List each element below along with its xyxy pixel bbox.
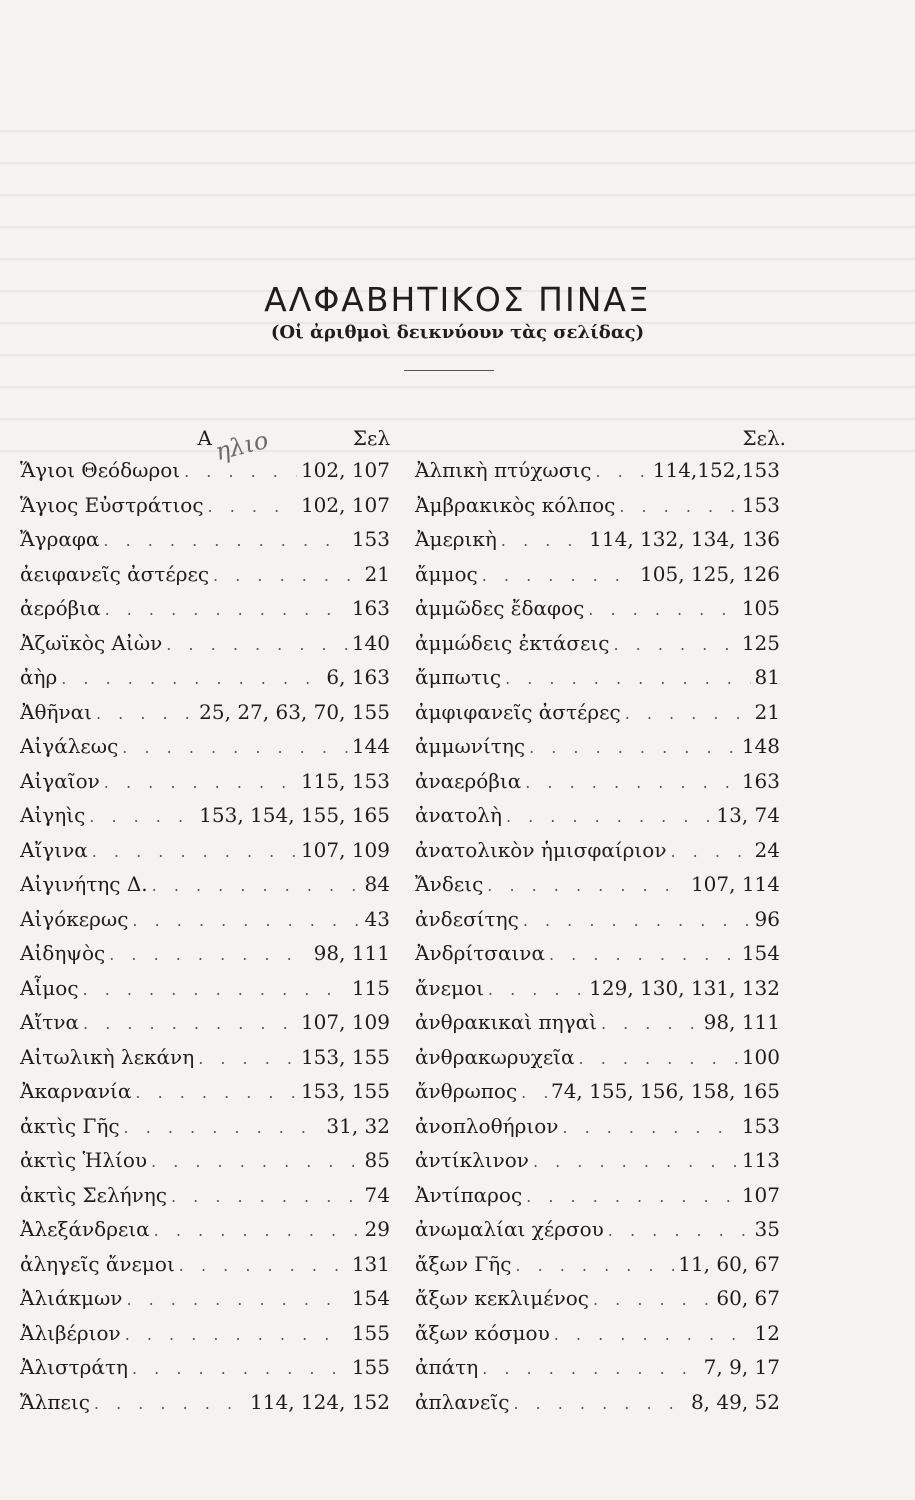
- entry-pages: 60, 67: [716, 1286, 780, 1310]
- dot-leader: [83, 1014, 297, 1033]
- entry-term: ἀνθρακικαὶ πηγαὶ: [415, 1010, 597, 1034]
- entry-term: Ἄνδεις: [415, 872, 484, 896]
- dot-leader: [506, 807, 712, 826]
- entry-term: Ἅγιος Εὐστράτιος: [20, 492, 204, 517]
- entry-pages: 84: [364, 872, 390, 896]
- index-entry: [415, 1355, 780, 1390]
- entry-term: Αἴγινα: [20, 837, 88, 862]
- index-entry: [20, 872, 390, 907]
- dot-leader: [208, 497, 297, 516]
- index-entry: [415, 907, 780, 942]
- index-entry: [20, 458, 390, 493]
- entry-term: ἀληγεῖς ἄνεμοι: [20, 1251, 175, 1276]
- entry-pages: 155: [351, 1355, 390, 1379]
- index-entry: [415, 941, 780, 976]
- index-column-right: [415, 424, 786, 1424]
- column-header-right: [415, 424, 786, 458]
- dot-leader: [670, 842, 750, 861]
- entry-pages: 6, 163: [326, 665, 390, 689]
- dot-leader: [61, 669, 322, 688]
- dot-leader: [482, 1359, 699, 1378]
- entry-pages: 43: [364, 906, 390, 931]
- entry-term: Ἀλπικὴ πτύχωσις: [415, 458, 592, 482]
- index-entry: [415, 838, 780, 873]
- entry-term: ἄμμος: [415, 561, 478, 586]
- column-header-left: [20, 424, 390, 458]
- dot-leader: [482, 566, 636, 585]
- dot-leader: [554, 1325, 751, 1344]
- entry-term: Ἀμερικὴ: [415, 527, 497, 551]
- dot-leader: [171, 1187, 361, 1206]
- dot-leader: [487, 876, 687, 895]
- index-entry: [20, 838, 390, 873]
- entry-term: ἄμπωτις: [415, 665, 502, 689]
- index-entry: [20, 1148, 390, 1183]
- entry-term: ἀνοπλοθήριον: [415, 1113, 559, 1138]
- entry-pages: 154: [741, 941, 780, 965]
- entry-term: Αἰγηὶς: [20, 803, 86, 827]
- entry-pages: 35: [754, 1217, 780, 1241]
- index-entry: [415, 1010, 780, 1045]
- dot-leader: [104, 773, 297, 792]
- index-entry: [20, 1321, 390, 1356]
- index-entry: [20, 1252, 390, 1287]
- dot-leader: [505, 669, 750, 688]
- entry-pages: 113: [741, 1148, 780, 1172]
- entry-pages: 140: [351, 630, 390, 655]
- entry-pages: 7, 9, 17: [703, 1355, 780, 1379]
- dot-leader: [613, 635, 737, 654]
- dot-leader: [523, 911, 751, 930]
- dot-leader: [92, 842, 297, 861]
- dot-leader: [154, 1221, 361, 1240]
- entry-pages: 98, 111: [313, 941, 390, 965]
- index-entry: [20, 769, 390, 804]
- entry-term: Ἀνδρίτσαινα: [415, 941, 545, 965]
- index-entries-right: [415, 458, 780, 1424]
- index-entry: [20, 1355, 390, 1390]
- entry-term: ἀκτὶς Σελήνης: [20, 1182, 167, 1207]
- entry-pages: 96: [754, 906, 780, 931]
- entry-term: ἀναερόβια: [415, 768, 522, 793]
- dot-leader: [89, 807, 195, 826]
- index-entry: [20, 1390, 390, 1425]
- index-entry: [415, 596, 780, 631]
- index-entry: [415, 527, 780, 562]
- page-column-label-left: Σελ: [352, 426, 390, 450]
- index-entry: [415, 493, 780, 528]
- entry-term: ἄξων κεκλιμένος: [415, 1286, 589, 1310]
- entry-pages: 144: [351, 734, 390, 758]
- index-entry: [415, 872, 780, 907]
- entry-pages: 102, 107: [300, 458, 390, 482]
- entry-pages: 153: [741, 1113, 780, 1138]
- dot-leader: [625, 704, 751, 723]
- dot-leader: [122, 738, 348, 757]
- dot-leader: [132, 911, 360, 930]
- entry-term: ἄξων κόσμου: [415, 1320, 550, 1345]
- dot-leader: [184, 462, 297, 481]
- dot-leader: [525, 773, 738, 792]
- index-entry: [20, 1045, 390, 1080]
- entry-term: ἀειφανεῖς ἀστέρες: [20, 561, 210, 586]
- entry-term: Ἄλπεις: [20, 1389, 90, 1414]
- entry-pages: 114, 132, 134, 136: [589, 527, 780, 551]
- dot-leader: [179, 1256, 348, 1275]
- dot-leader: [515, 1256, 674, 1275]
- index-entry: [415, 803, 780, 838]
- index-entry: [20, 1286, 390, 1321]
- dot-leader: [526, 1187, 738, 1206]
- entry-pages: 98, 111: [703, 1010, 780, 1034]
- entry-pages: 105: [741, 596, 780, 620]
- index-entry: [20, 562, 390, 597]
- entry-term: ἀμμωνίτης: [415, 734, 526, 758]
- dot-leader: [549, 945, 738, 964]
- entry-pages: 107: [741, 1182, 780, 1207]
- entry-term: Αἴτνα: [20, 1010, 80, 1034]
- entry-pages: 85: [364, 1148, 390, 1172]
- entry-term: ἀερόβια: [20, 596, 101, 620]
- entry-term: Ἀντίπαρος: [415, 1182, 523, 1207]
- entry-pages: 114,152,153: [652, 458, 780, 482]
- entry-term: ἀπάτη: [415, 1355, 479, 1379]
- entry-pages: 107, 109: [300, 1010, 390, 1034]
- dot-leader: [608, 1221, 751, 1240]
- index-entry: [415, 1114, 780, 1149]
- entry-term: ἀνατολὴ: [415, 803, 502, 827]
- entry-pages: 107, 109: [300, 837, 390, 862]
- dot-leader: [83, 980, 348, 999]
- entry-term: Ἀλιάκμων: [20, 1286, 123, 1310]
- entry-term: ἀνωμαλίαι χέρσου: [415, 1217, 604, 1241]
- entry-term: Ἄγραφα: [20, 527, 100, 551]
- entry-term: ἀκτὶς Ἡλίου: [20, 1148, 148, 1172]
- index-entry: [20, 1183, 390, 1218]
- dot-leader: [588, 600, 738, 619]
- entry-pages: 153: [741, 492, 780, 517]
- index-entry: [20, 493, 390, 528]
- index-entry: [20, 941, 390, 976]
- dot-leader: [619, 497, 738, 516]
- dot-leader: [151, 1152, 361, 1171]
- entry-pages: 114, 124, 152: [250, 1389, 390, 1414]
- dot-leader: [96, 704, 195, 723]
- entry-term: Αἷμος: [20, 975, 79, 1000]
- entry-pages: 131: [351, 1251, 390, 1276]
- entry-term: ἄνεμοι: [415, 975, 484, 1000]
- entry-term: ἄνθρωπος: [415, 1079, 518, 1103]
- section-letter: Α: [197, 426, 212, 450]
- index-entry: [20, 976, 390, 1011]
- index-entry: [20, 907, 390, 942]
- entry-term: ἄξων Γῆς: [415, 1251, 512, 1276]
- entry-pages: 102, 107: [300, 492, 390, 517]
- index-column-left: [20, 424, 390, 1424]
- index-entry: [415, 1045, 780, 1080]
- dot-leader: [213, 566, 361, 585]
- index-entry: [415, 562, 780, 597]
- index-entry: [415, 700, 780, 735]
- page-column-label-right: Σελ.: [742, 426, 786, 450]
- entry-term: Ἀμβρακικὸς κόλπος: [415, 492, 616, 517]
- index-entry: [415, 1183, 780, 1218]
- dot-leader: [126, 1290, 347, 1309]
- entry-pages: 13, 74: [716, 803, 780, 827]
- index-entry: [20, 734, 390, 769]
- entry-term: Ἅγιοι Θεόδωροι: [20, 458, 181, 482]
- entry-term: Ἀκαρνανία: [20, 1079, 132, 1103]
- index-entry: [20, 1217, 390, 1252]
- entry-term: ἀντίκλινον: [415, 1148, 529, 1172]
- entry-pages: 129, 130, 131, 132: [589, 975, 780, 1000]
- index-entry: [415, 1217, 780, 1252]
- entry-pages: 153, 154, 155, 165: [199, 803, 390, 827]
- dot-leader: [105, 600, 348, 619]
- dot-leader: [501, 531, 585, 550]
- index-entry: [415, 769, 780, 804]
- index-entries-left: [20, 458, 390, 1424]
- dot-leader: [109, 945, 309, 964]
- index-entry: [415, 1321, 780, 1356]
- entry-pages: 31, 32: [326, 1113, 390, 1138]
- entry-term: ἀπλανεῖς: [415, 1389, 510, 1414]
- dot-leader: [132, 1359, 348, 1378]
- entry-term: Αἰτωλικὴ λεκάνη: [20, 1044, 195, 1069]
- page-subtitle: (Οἱ ἀριθμοὶ δεικνύουν τὰς σελίδας): [270, 322, 645, 343]
- entry-term: Αἰγάλεως: [20, 734, 119, 758]
- entry-pages: 153, 155: [300, 1079, 390, 1103]
- entry-pages: 148: [741, 734, 780, 758]
- index-entry: [415, 458, 780, 493]
- dot-leader: [135, 1083, 297, 1102]
- entry-pages: 74: [364, 1182, 390, 1207]
- dot-leader: [521, 1083, 547, 1102]
- entry-pages: 12: [754, 1320, 780, 1345]
- dot-leader: [601, 1014, 700, 1033]
- dot-leader: [562, 1118, 737, 1137]
- index-entry: [20, 1010, 390, 1045]
- entry-pages: 163: [741, 768, 780, 793]
- entry-pages: 24: [754, 837, 780, 862]
- dot-leader: [94, 1394, 246, 1413]
- index-entry: [20, 1114, 390, 1149]
- dot-leader: [152, 876, 361, 895]
- index-entry: [20, 803, 390, 838]
- entry-pages: 11, 60, 67: [678, 1251, 780, 1276]
- dot-leader: [595, 462, 648, 481]
- entry-term: ἀὴρ: [20, 665, 58, 689]
- index-entry: [415, 1079, 780, 1114]
- entry-term: ἀκτὶς Γῆς: [20, 1113, 120, 1138]
- entry-pages: 115, 153: [300, 768, 390, 793]
- index-entry: [415, 976, 780, 1011]
- entry-pages: 125: [741, 630, 780, 655]
- entry-pages: 153: [351, 527, 390, 551]
- entry-term: Ἀλεξάνδρεια: [20, 1217, 150, 1241]
- entry-pages: 81: [754, 665, 780, 689]
- entry-term: ἀνδεσίτης: [415, 906, 519, 931]
- index-entry: [415, 1390, 780, 1425]
- index-entry: [20, 527, 390, 562]
- dot-leader: [166, 635, 348, 654]
- entry-term: Αἰδηψὸς: [20, 941, 106, 965]
- index-entry: [415, 1286, 780, 1321]
- dot-leader: [579, 1049, 738, 1068]
- index-entry: [415, 1252, 780, 1287]
- entry-pages: 115: [351, 975, 390, 1000]
- index-entry: [415, 631, 780, 666]
- entry-term: Ἀθῆναι: [20, 699, 92, 724]
- entry-term: ἀμμῶδες ἔδαφος: [415, 596, 585, 620]
- entry-pages: 107, 114: [690, 872, 780, 896]
- entry-term: ἀμμώδεις ἐκτάσεις: [415, 630, 610, 655]
- dot-leader: [593, 1290, 712, 1309]
- dot-leader: [529, 738, 738, 757]
- entry-term: Ἀλιβέριον: [20, 1320, 121, 1345]
- dot-leader: [513, 1394, 687, 1413]
- page-title: ΑΛΦΑΒΗΤΙΚΟΣ ΠΙΝΑΞ: [264, 280, 651, 320]
- entry-pages: 154: [351, 1286, 390, 1310]
- entry-pages: 155: [351, 1320, 390, 1345]
- entry-term: ἀνατολικὸν ἡμισφαίριον: [415, 837, 667, 862]
- index-entry: [415, 665, 780, 700]
- index-entry: [20, 1079, 390, 1114]
- entry-pages: 153, 155: [300, 1044, 390, 1069]
- entry-pages: 163: [351, 596, 390, 620]
- entry-term: Αἰγαῖον: [20, 768, 100, 793]
- entry-pages: 105, 125, 126: [640, 561, 780, 586]
- entry-term: Ἀλιστράτη: [20, 1355, 128, 1379]
- entry-term: ἀμφιφανεῖς ἀστέρες: [415, 699, 621, 724]
- index-entry: [20, 631, 390, 666]
- entry-pages: 29: [364, 1217, 390, 1241]
- dot-leader: [124, 1118, 323, 1137]
- entry-term: Αἰγόκερως: [20, 906, 129, 931]
- handwritten-note: ηλιο: [212, 425, 272, 467]
- dot-leader: [103, 531, 347, 550]
- index-entry: [415, 1148, 780, 1183]
- dot-leader: [125, 1325, 348, 1344]
- entry-pages: 100: [741, 1044, 780, 1069]
- title-divider: [404, 370, 494, 371]
- index-entry: [20, 700, 390, 735]
- index-entry: [415, 734, 780, 769]
- entry-pages: 21: [754, 699, 780, 724]
- entry-pages: 25, 27, 63, 70, 155: [199, 699, 390, 724]
- dot-leader: [533, 1152, 738, 1171]
- entry-pages: 8, 49, 52: [690, 1389, 780, 1414]
- index-entry: [20, 596, 390, 631]
- entry-pages: 74, 155, 156, 158, 165: [550, 1079, 780, 1103]
- entry-pages: 21: [364, 561, 390, 586]
- dot-leader: [198, 1049, 297, 1068]
- entry-term: Ἀζωϊκὸς Αἰὼν: [20, 630, 163, 655]
- index-entry: [20, 665, 390, 700]
- dot-leader: [488, 980, 585, 999]
- entry-term: Αἰγινήτης Δ.: [20, 872, 148, 896]
- entry-term: ἀνθρακωρυχεῖα: [415, 1044, 575, 1069]
